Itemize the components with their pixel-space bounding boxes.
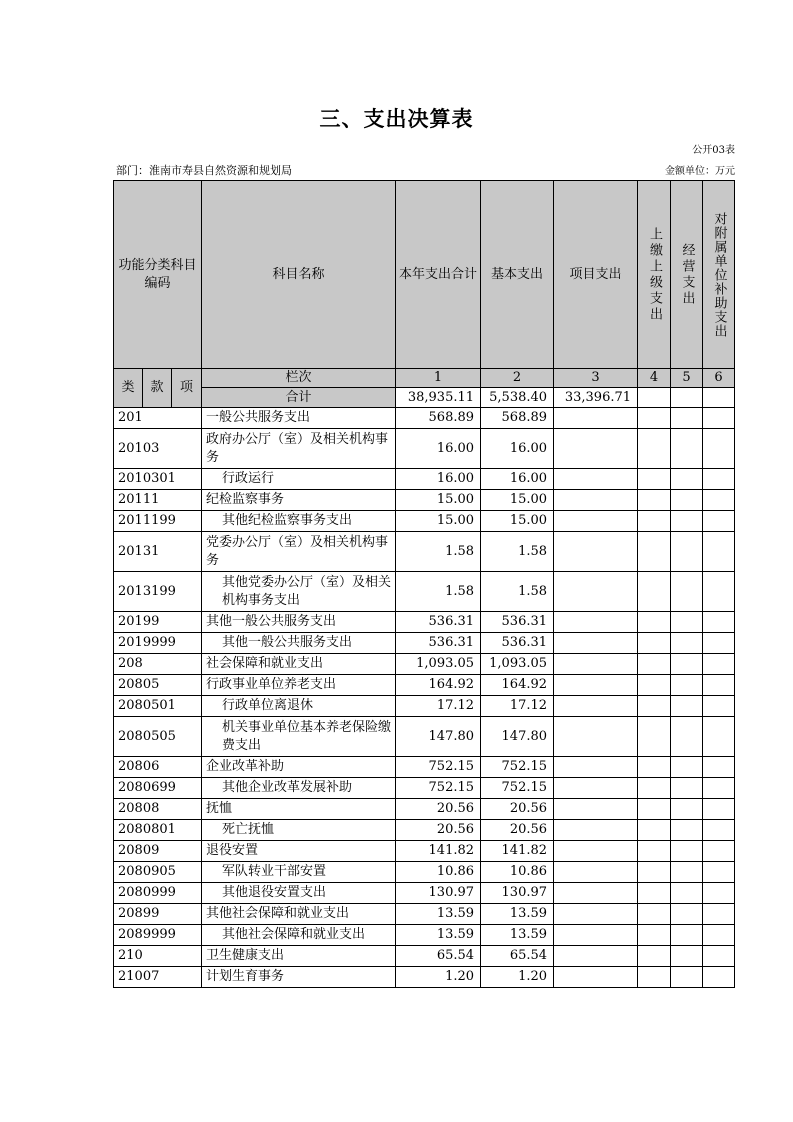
row-total: 15.00 [396, 511, 481, 532]
table-row [114, 862, 735, 883]
row-basic: 20.56 [481, 799, 554, 820]
row-total: 20.56 [396, 820, 481, 841]
row-code: 2080501 [114, 696, 202, 717]
row-name: 死亡抚恤 [202, 820, 396, 841]
table-row [114, 799, 735, 820]
table-row [114, 946, 735, 967]
row-subsidy [703, 612, 735, 633]
row-name: 企业改革补助 [202, 757, 396, 778]
row-project [554, 490, 638, 511]
header-business-text: 经营支出 [679, 242, 695, 307]
row-business [671, 675, 703, 696]
row-upper [638, 757, 671, 778]
row-basic: 20.56 [481, 820, 554, 841]
total-project: 33,396.71 [554, 388, 638, 408]
table-row [114, 820, 735, 841]
row-basic: 536.31 [481, 612, 554, 633]
row-name: 军队转业干部安置 [202, 862, 396, 883]
table-row [114, 717, 735, 757]
row-project [554, 904, 638, 925]
row-subsidy [703, 904, 735, 925]
row-name: 其他退役安置支出 [202, 883, 396, 904]
row-name: 纪检监察事务 [202, 490, 396, 511]
page-title: 三、支出决算表 [319, 107, 474, 131]
table-row [114, 408, 735, 429]
table-row [114, 757, 735, 778]
row-code: 2019999 [114, 633, 202, 654]
expenditure-table [113, 180, 735, 988]
row-upper [638, 841, 671, 862]
row-subsidy [703, 757, 735, 778]
row-total: 20.56 [396, 799, 481, 820]
row-total: 536.31 [396, 612, 481, 633]
row-upper [638, 654, 671, 675]
row-project [554, 633, 638, 654]
row-subsidy [703, 532, 735, 572]
row-total: 65.54 [396, 946, 481, 967]
row-code: 20131 [114, 532, 202, 572]
header-business [671, 181, 703, 369]
row-total: 752.15 [396, 778, 481, 799]
row-project [554, 408, 638, 429]
header-name: 科目名称 [202, 181, 396, 369]
row-project [554, 717, 638, 757]
row-name: 其他社会保障和就业支出 [202, 925, 396, 946]
row-code: 20805 [114, 675, 202, 696]
row-upper [638, 778, 671, 799]
row-business [671, 841, 703, 862]
row-subsidy [703, 511, 735, 532]
row-project [554, 757, 638, 778]
row-business [671, 820, 703, 841]
row-code: 21007 [114, 967, 202, 988]
row-business [671, 490, 703, 511]
row-project [554, 883, 638, 904]
row-subsidy [703, 654, 735, 675]
total-amount: 38,935.11 [396, 388, 481, 408]
row-name: 政府办公厅（室）及相关机构事务 [202, 429, 396, 469]
row-name: 抚恤 [202, 799, 396, 820]
row-code: 210 [114, 946, 202, 967]
row-upper [638, 862, 671, 883]
row-upper [638, 820, 671, 841]
row-basic: 15.00 [481, 511, 554, 532]
row-name: 其他一般公共服务支出 [202, 612, 396, 633]
header-basic: 基本支出 [481, 181, 554, 369]
row-upper [638, 799, 671, 820]
row-subsidy [703, 883, 735, 904]
row-code: 20199 [114, 612, 202, 633]
col-num-4: 4 [638, 369, 671, 388]
row-upper [638, 946, 671, 967]
row-business [671, 469, 703, 490]
row-total: 147.80 [396, 717, 481, 757]
row-business [671, 408, 703, 429]
row-basic: 536.31 [481, 633, 554, 654]
row-subsidy [703, 490, 735, 511]
row-business [671, 862, 703, 883]
table-row [114, 469, 735, 490]
row-name: 行政事业单位养老支出 [202, 675, 396, 696]
row-business [671, 696, 703, 717]
row-project [554, 532, 638, 572]
row-name: 党委办公厅（室）及相关机构事务 [202, 532, 396, 572]
row-business [671, 511, 703, 532]
row-upper [638, 717, 671, 757]
row-subsidy [703, 862, 735, 883]
row-upper [638, 675, 671, 696]
table-row [114, 612, 735, 633]
row-code: 2089999 [114, 925, 202, 946]
table-row [114, 925, 735, 946]
row-upper [638, 967, 671, 988]
col-num-1: 1 [396, 369, 481, 388]
row-basic: 147.80 [481, 717, 554, 757]
row-total: 13.59 [396, 925, 481, 946]
header-xiang: 项 [172, 369, 202, 408]
row-basic: 1,093.05 [481, 654, 554, 675]
table-row [114, 841, 735, 862]
table-row [114, 675, 735, 696]
row-code: 20806 [114, 757, 202, 778]
row-basic: 141.82 [481, 841, 554, 862]
row-total: 536.31 [396, 633, 481, 654]
header-project: 项目支出 [554, 181, 638, 369]
row-subsidy [703, 820, 735, 841]
header-lanci: 栏次 [202, 369, 396, 388]
row-code: 2011199 [114, 511, 202, 532]
row-subsidy [703, 967, 735, 988]
total-upper [638, 388, 671, 408]
total-label: 合计 [202, 388, 396, 408]
row-basic: 15.00 [481, 490, 554, 511]
row-total: 141.82 [396, 841, 481, 862]
row-basic: 752.15 [481, 757, 554, 778]
row-business [671, 757, 703, 778]
row-name: 一般公共服务支出 [202, 408, 396, 429]
col-num-3: 3 [554, 369, 638, 388]
header-total: 本年支出合计 [396, 181, 481, 369]
row-project [554, 946, 638, 967]
row-upper [638, 572, 671, 612]
row-project [554, 612, 638, 633]
row-project [554, 820, 638, 841]
table-row [114, 490, 735, 511]
table-row [114, 778, 735, 799]
row-business [671, 883, 703, 904]
row-basic: 1.20 [481, 967, 554, 988]
row-project [554, 654, 638, 675]
row-basic: 568.89 [481, 408, 554, 429]
row-basic: 752.15 [481, 778, 554, 799]
row-basic: 65.54 [481, 946, 554, 967]
row-code: 20103 [114, 429, 202, 469]
row-project [554, 967, 638, 988]
row-business [671, 946, 703, 967]
table-row [114, 572, 735, 612]
row-upper [638, 408, 671, 429]
row-total: 130.97 [396, 883, 481, 904]
row-business [671, 799, 703, 820]
row-business [671, 612, 703, 633]
row-subsidy [703, 429, 735, 469]
header-upper-text: 上缴上级支出 [647, 226, 663, 323]
row-business [671, 967, 703, 988]
row-upper [638, 696, 671, 717]
row-upper [638, 429, 671, 469]
row-basic: 16.00 [481, 469, 554, 490]
header-upper [638, 181, 671, 369]
row-subsidy [703, 696, 735, 717]
row-total: 1,093.05 [396, 654, 481, 675]
row-business [671, 572, 703, 612]
row-code: 2080699 [114, 778, 202, 799]
row-code: 208 [114, 654, 202, 675]
row-subsidy [703, 925, 735, 946]
row-upper [638, 490, 671, 511]
col-num-2: 2 [481, 369, 554, 388]
row-subsidy [703, 778, 735, 799]
row-name: 行政单位离退休 [202, 696, 396, 717]
row-project [554, 841, 638, 862]
row-basic: 10.86 [481, 862, 554, 883]
row-business [671, 717, 703, 757]
row-upper [638, 883, 671, 904]
row-subsidy [703, 717, 735, 757]
total-business [671, 388, 703, 408]
row-project [554, 925, 638, 946]
row-business [671, 778, 703, 799]
row-basic: 17.12 [481, 696, 554, 717]
row-name: 卫生健康支出 [202, 946, 396, 967]
form-number: 公开03表 [692, 145, 735, 156]
row-code: 2080999 [114, 883, 202, 904]
row-code: 20111 [114, 490, 202, 511]
row-subsidy [703, 675, 735, 696]
row-total: 1.58 [396, 572, 481, 612]
row-name: 其他一般公共服务支出 [202, 633, 396, 654]
row-project [554, 778, 638, 799]
row-project [554, 469, 638, 490]
header-subsidy [703, 181, 735, 369]
row-name: 其他党委办公厅（室）及相关机构事务支出 [202, 572, 396, 612]
row-basic: 13.59 [481, 925, 554, 946]
row-code: 20899 [114, 904, 202, 925]
row-business [671, 904, 703, 925]
row-project [554, 675, 638, 696]
row-business [671, 925, 703, 946]
row-basic: 1.58 [481, 572, 554, 612]
row-total: 16.00 [396, 429, 481, 469]
row-subsidy [703, 799, 735, 820]
row-name: 其他企业改革发展补助 [202, 778, 396, 799]
header-code: 功能分类科目编码 [114, 181, 202, 369]
row-code: 2010301 [114, 469, 202, 490]
total-basic: 5,538.40 [481, 388, 554, 408]
row-total: 16.00 [396, 469, 481, 490]
row-business [671, 429, 703, 469]
row-total: 164.92 [396, 675, 481, 696]
row-name: 退役安置 [202, 841, 396, 862]
row-upper [638, 904, 671, 925]
col-num-6: 6 [703, 369, 735, 388]
row-total: 15.00 [396, 490, 481, 511]
row-total: 17.12 [396, 696, 481, 717]
row-upper [638, 511, 671, 532]
row-business [671, 654, 703, 675]
row-name: 计划生育事务 [202, 967, 396, 988]
row-total: 1.58 [396, 532, 481, 572]
table-row [114, 904, 735, 925]
table-row [114, 633, 735, 654]
row-upper [638, 925, 671, 946]
row-project [554, 862, 638, 883]
table-row [114, 696, 735, 717]
row-name: 其他纪检监察事务支出 [202, 511, 396, 532]
row-basic: 13.59 [481, 904, 554, 925]
row-project [554, 572, 638, 612]
table-row [114, 429, 735, 469]
row-business [671, 532, 703, 572]
total-subsidy [703, 388, 735, 408]
unit-label: 金额单位：万元 [665, 166, 735, 177]
row-project [554, 429, 638, 469]
row-total: 568.89 [396, 408, 481, 429]
table-row [114, 654, 735, 675]
row-subsidy [703, 841, 735, 862]
row-code: 20809 [114, 841, 202, 862]
row-name: 行政运行 [202, 469, 396, 490]
row-code: 2013199 [114, 572, 202, 612]
row-upper [638, 612, 671, 633]
row-name: 机关事业单位基本养老保险缴费支出 [202, 717, 396, 757]
row-subsidy [703, 469, 735, 490]
row-project [554, 696, 638, 717]
row-name: 其他社会保障和就业支出 [202, 904, 396, 925]
table-row [114, 883, 735, 904]
header-lei: 类 [114, 369, 143, 408]
table-row [114, 511, 735, 532]
row-code: 2080801 [114, 820, 202, 841]
header-subsidy-text: 对附属单位补助支出 [711, 211, 727, 338]
row-upper [638, 469, 671, 490]
row-code: 2080505 [114, 717, 202, 757]
row-total: 1.20 [396, 967, 481, 988]
col-num-5: 5 [671, 369, 703, 388]
row-upper [638, 633, 671, 654]
row-name: 社会保障和就业支出 [202, 654, 396, 675]
row-total: 13.59 [396, 904, 481, 925]
header-kuan: 款 [143, 369, 172, 408]
row-code: 20808 [114, 799, 202, 820]
row-subsidy [703, 633, 735, 654]
row-upper [638, 532, 671, 572]
row-basic: 164.92 [481, 675, 554, 696]
department-label: 部门：淮南市寿县自然资源和规划局 [116, 164, 292, 177]
table-row [114, 532, 735, 572]
table-row [114, 967, 735, 988]
row-project [554, 511, 638, 532]
row-project [554, 799, 638, 820]
row-basic: 16.00 [481, 429, 554, 469]
row-code: 2080905 [114, 862, 202, 883]
row-business [671, 633, 703, 654]
row-subsidy [703, 946, 735, 967]
row-total: 10.86 [396, 862, 481, 883]
row-subsidy [703, 408, 735, 429]
row-subsidy [703, 572, 735, 612]
row-code: 201 [114, 408, 202, 429]
row-total: 752.15 [396, 757, 481, 778]
row-basic: 1.58 [481, 532, 554, 572]
row-basic: 130.97 [481, 883, 554, 904]
